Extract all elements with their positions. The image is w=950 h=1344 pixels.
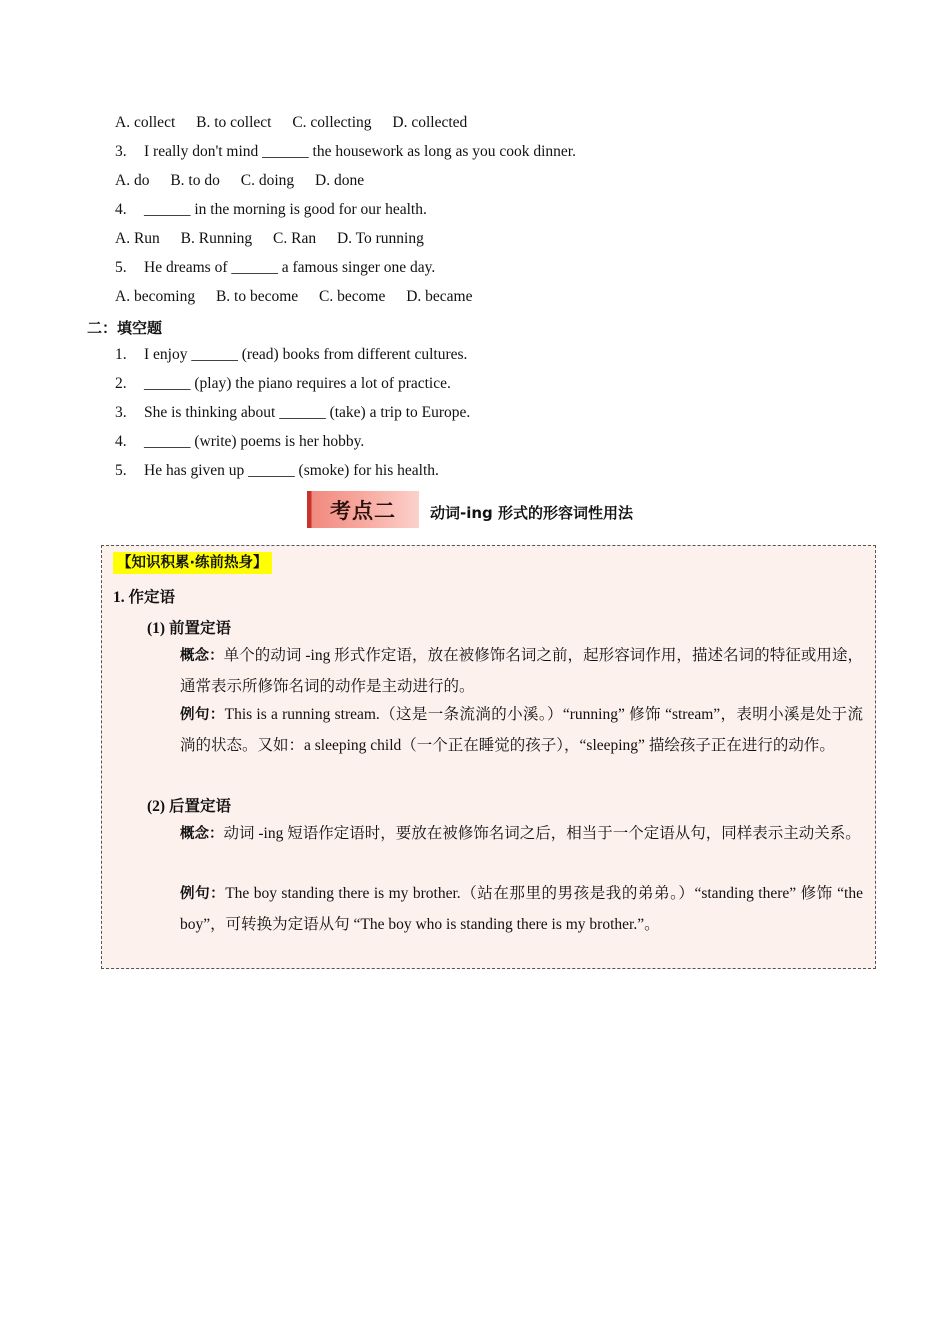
q3-options <box>115 171 381 191</box>
question-4 <box>115 200 427 220</box>
question-text: He dreams of ______ a famous singer one day. <box>144 259 436 276</box>
option: B. to collect <box>196 114 272 131</box>
kaodian-badge: 考点二 <box>307 491 419 528</box>
option: D. collected <box>392 114 468 131</box>
question-text: ______ in the morning is good for our health. <box>144 201 427 218</box>
fill-item <box>115 345 467 365</box>
option: C. collecting <box>292 114 372 131</box>
concept-text: 单个的动词 -ing 形式作定语，放在被修饰名词之前，起形容词作用，描述名词的特征或用途，通常表示所修饰名词的动作是主动进行的。 <box>180 647 864 695</box>
question-number: 4. <box>115 201 127 218</box>
item-number: 4. <box>115 433 127 450</box>
option: A. becoming <box>115 288 196 305</box>
option: C. Ran <box>273 230 317 247</box>
option: D. To running <box>336 230 424 247</box>
option: A. collect <box>115 114 176 131</box>
item-text: ______ (write) poems is her hobby. <box>144 433 365 450</box>
option: B. to do <box>170 172 220 189</box>
item-text: ______ (play) the piano requires a lot of practice. <box>144 375 451 392</box>
knowledge-tag: 【知识积累·练前热身】 <box>113 552 272 574</box>
example-paragraph <box>180 879 863 939</box>
item-number: 5. <box>115 462 127 479</box>
q4-options <box>115 229 441 249</box>
example-label: 例句： <box>180 707 225 723</box>
item-text: He has given up ______ (smoke) for his health. <box>144 462 439 479</box>
example-label: 例句： <box>180 886 226 902</box>
question-number: 3. <box>115 143 127 160</box>
example-text: This is a running stream.（这是一条流淌的小溪。）“running” 修饰 “stream”，表明小溪是处于流淌的状态。又如：a sleeping child（一个正在睡觉的孩子），“sleeping” 描绘孩子正在进行的动作。 <box>180 706 863 754</box>
knowledge-heading: 1. 作定语 <box>113 589 176 606</box>
concept-paragraph <box>180 819 863 850</box>
option: B. Running <box>180 230 253 247</box>
option: C. become <box>319 288 386 305</box>
option: B. to become <box>215 288 299 305</box>
subheading-post: (2) 后置定语 <box>147 798 231 815</box>
option: A. Run <box>115 230 160 247</box>
option: C. doing <box>240 172 295 189</box>
fill-item <box>115 374 451 394</box>
item-text: She is thinking about ______ (take) a trip to Europe. <box>144 404 471 421</box>
option: D. became <box>406 288 473 305</box>
fill-item <box>115 432 364 452</box>
item-number: 1. <box>115 346 127 363</box>
question-3 <box>115 142 576 162</box>
concept-label: 概念： <box>180 648 224 664</box>
section-title: 二：填空题 <box>87 319 163 337</box>
item-number: 2. <box>115 375 127 392</box>
concept-text: 动词 -ing 短语作定语时，要放在被修饰名词之后，相当于一个定语从句，同样表示主动关系。 <box>223 825 861 842</box>
subheading-pre: (1) 前置定语 <box>147 620 231 637</box>
item-text: I enjoy ______ (read) books from different cultures. <box>144 346 468 363</box>
example-text: The boy standing there is my brother.（站在那里的男孩是我的弟弟。）“standing there” 修饰 “the boy”，可转换为定语从句 “The boy who is standing there is my brother.”。 <box>180 885 863 933</box>
kaodian-title: 动词-ing 形式的形容词性用法 <box>430 504 634 522</box>
item-number: 3. <box>115 404 127 421</box>
concept-label: 概念： <box>180 826 224 842</box>
question-text: I really don't mind ______ the housework as long as you cook dinner. <box>144 143 576 160</box>
q2-options <box>115 113 484 133</box>
option: D. done <box>315 172 365 189</box>
q5-options <box>115 287 490 307</box>
fill-item <box>115 403 470 423</box>
example-paragraph <box>180 700 863 760</box>
question-5 <box>115 258 435 278</box>
fill-item <box>115 461 439 481</box>
concept-paragraph <box>180 641 863 701</box>
question-number: 5. <box>115 259 127 276</box>
option: A. do <box>115 172 150 189</box>
